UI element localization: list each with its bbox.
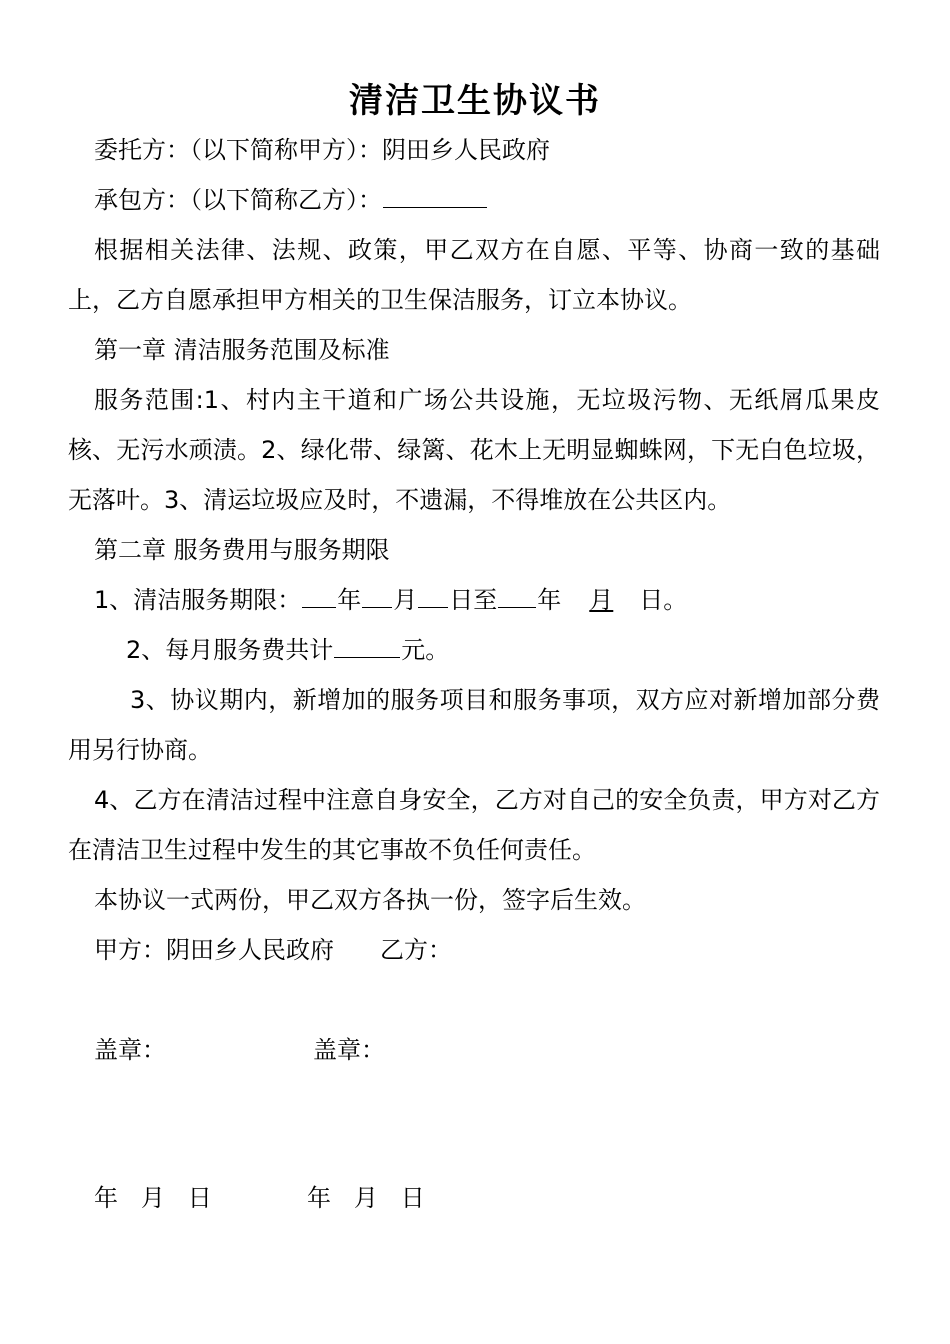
contractor-blank [383,187,487,208]
party-a-label: 甲方：阴田乡人民政府 [94,936,334,964]
client-name: 阴田乡人民政府 [382,136,550,164]
start-year-unit: 年 [337,586,362,614]
party-a-seal: 盖章： [94,1036,166,1064]
start-day-unit: 日至 [449,586,498,614]
preamble-paragraph: 根据相关法律、法规、政策，甲乙双方在自愿、平等、协商一致的基础上，乙方自愿承担甲方相关的卫生保洁服务，订立本协议。 [68,236,880,314]
monthly-fee-label: 2、每月服务费共计 [126,636,334,664]
end-day-unit: 日。 [639,586,688,614]
start-month-blank [362,587,392,608]
document-title: 清洁卫生协议书 [349,81,601,121]
chapter2-heading: 第二章 服务费用与服务期限 [94,536,390,564]
party-b-seal: 盖章： [313,1036,385,1064]
chapter1-heading: 第一章 清洁服务范围及标准 [94,336,390,364]
service-term-line [94,575,914,625]
party-a-date: 年 月 日 [94,1184,212,1212]
end-year-unit: 年 [537,586,562,614]
service-term-label: 1、清洁服务期限： [94,586,302,614]
end-year-blank [498,587,536,608]
contractor-label: 承包方：（以下简称乙方）： [94,186,382,214]
end-month-unit: 月 [589,586,614,614]
monthly-fee-blank [334,637,400,658]
chapter2-item4: 4、乙方在清洁过程中注意自身安全，乙方对自己的安全负责，甲方对乙方在清洁卫生过程中发生的其它事故不负任何责任。 [68,786,880,864]
start-day-blank [418,587,448,608]
closing-statement: 本协议一式两份，甲乙双方各执一份，签字后生效。 [94,886,646,914]
client-line [94,125,914,175]
monthly-fee-line [126,625,946,675]
party-b-label: 乙方： [380,936,452,964]
party-b-date: 年 月 日 [307,1184,425,1212]
start-year-blank [302,587,336,608]
chapter1-body: 服务范围:1、村内主干道和广场公共设施，无垃圾污物、无纸屑瓜果皮核、无污水顽渍。2、绿化带、绿篱、花木上无明显蜘蛛网，下无白色垃圾，无落叶。3、清运垃圾应及时，不遗漏，不得堆放在公共区内。 [68,386,880,514]
monthly-fee-unit: 元。 [401,636,450,664]
chapter2-item3: 3、协议期内，新增加的服务项目和服务事项，双方应对新增加部分费用另行协商。 [68,686,880,764]
client-label: 委托方：（以下简称甲方）： [94,136,382,164]
start-month-unit: 月 [393,586,418,614]
contractor-line [94,175,914,225]
